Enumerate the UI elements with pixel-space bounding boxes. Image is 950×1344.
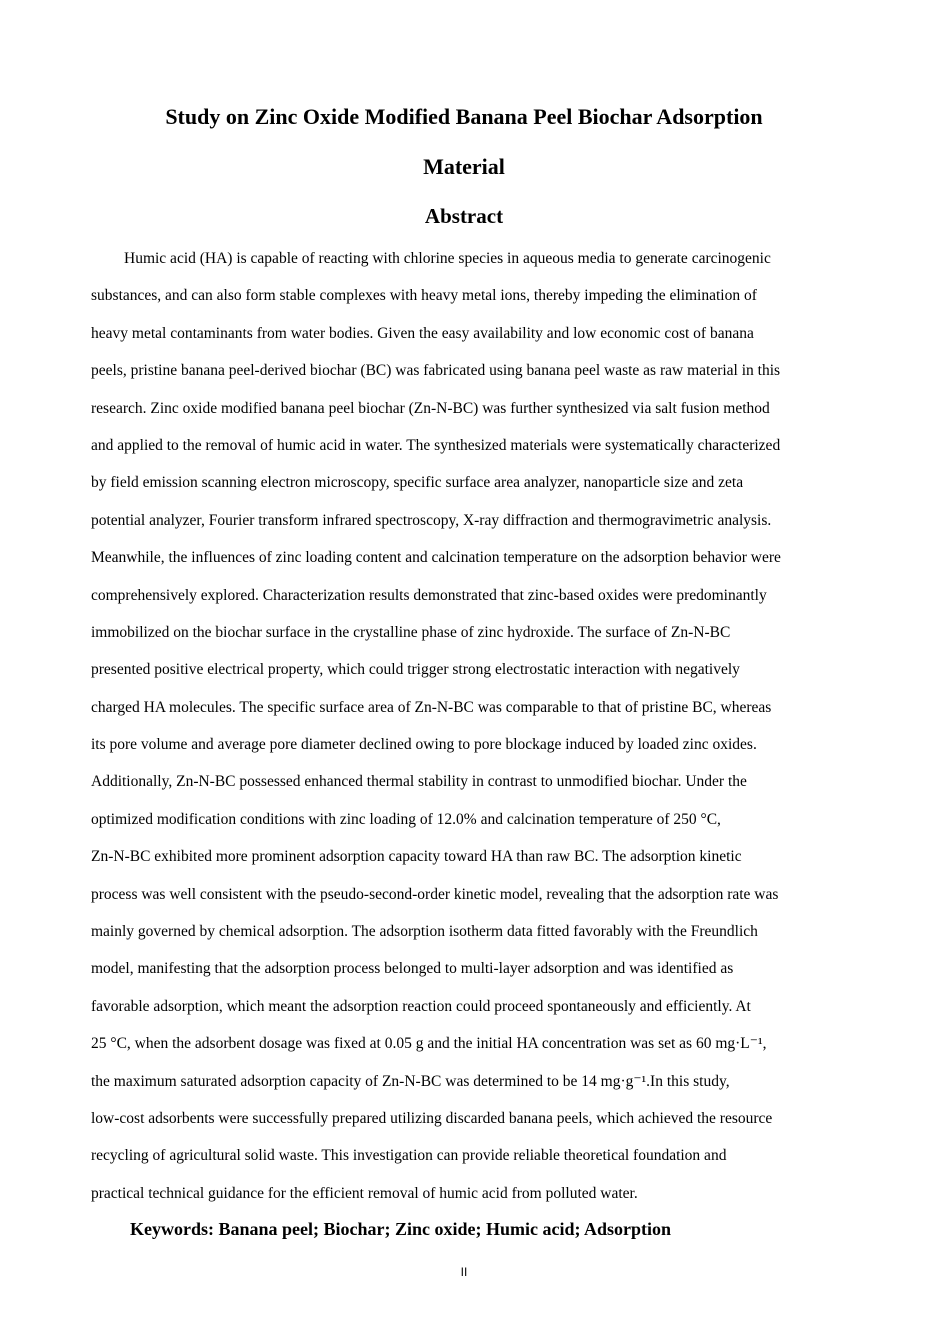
- abstract-line: immobilized on the biochar surface in the crystalline phase of zinc hydroxide. The surface of Zn-N-BC: [91, 623, 731, 641]
- abstract-line: and applied to the removal of humic acid in water. The synthesized materials were systematically characterized: [91, 436, 781, 454]
- abstract-line: comprehensively explored. Characterization results demonstrated that zinc-based oxides were predominantly: [91, 586, 767, 604]
- abstract-line: research. Zinc oxide modified banana peel biochar (Zn-N-BC) was further synthesized via salt fusion method: [91, 399, 770, 417]
- keywords-line: Keywords: Banana peel; Biochar; Zinc oxide; Humic acid; Adsorption: [130, 1219, 672, 1239]
- abstract-line: the maximum saturated adsorption capacity of Zn-N-BC was determined to be 14 mg·g⁻¹.In this study,: [91, 1072, 730, 1090]
- abstract-line: potential analyzer, Fourier transform infrared spectroscopy, X-ray diffraction and thermogravimetric analysis.: [91, 511, 772, 529]
- abstract-line: presented positive electrical property, which could trigger strong electrostatic interaction with negatively: [91, 661, 740, 679]
- abstract-line: Humic acid (HA) is capable of reacting with chlorine species in aqueous media to generate carcinogenic: [124, 250, 771, 267]
- abstract-line: its pore volume and average pore diameter declined owing to pore blockage induced by loaded zinc oxides.: [91, 736, 757, 754]
- abstract-line: low-cost adsorbents were successfully prepared utilizing discarded banana peels, which achieved the resource: [91, 1109, 773, 1127]
- abstract-line: charged HA molecules. The specific surface area of Zn-N-BC was comparable to that of pristine BC, whereas: [91, 698, 772, 716]
- abstract-line: 25 °C, when the adsorbent dosage was fixed at 0.05 g and the initial HA concentration was set as 60 mg·L⁻¹,: [91, 1035, 767, 1053]
- page-number: II: [460, 1265, 468, 1279]
- abstract-body: [91, 240, 840, 1212]
- page-title-line-2: Material: [423, 154, 505, 179]
- abstract-line: optimized modification conditions with zinc loading of 12.0% and calcination temperature of 250 °C,: [91, 810, 721, 828]
- abstract-line: favorable adsorption, which meant the adsorption reaction could proceed spontaneously and efficiently. At: [91, 997, 751, 1015]
- abstract-line: heavy metal contaminants from water bodies. Given the easy availability and low economic cost of banana: [91, 324, 754, 342]
- abstract-line: Zn-N-BC exhibited more prominent adsorption capacity toward HA than raw BC. The adsorption kinetic: [91, 848, 742, 866]
- abstract-line: mainly governed by chemical adsorption. The adsorption isotherm data fitted favorably with the Freundlich: [91, 923, 758, 941]
- abstract-line: model, manifesting that the adsorption process belonged to multi-layer adsorption and was identified as: [91, 960, 734, 978]
- abstract-line: recycling of agricultural solid waste. This investigation can provide reliable theoretical foundation and: [91, 1147, 727, 1165]
- abstract-line: Meanwhile, the influences of zinc loading content and calcination temperature on the adsorption behavior were: [91, 549, 781, 567]
- abstract-line: practical technical guidance for the efficient removal of humic acid from polluted water.: [91, 1184, 638, 1202]
- abstract-heading: Abstract: [424, 204, 504, 228]
- abstract-line: peels, pristine banana peel-derived biochar (BC) was fabricated using banana peel waste as raw material in this: [91, 362, 781, 380]
- abstract-line: Additionally, Zn-N-BC possessed enhanced thermal stability in contrast to unmodified biochar. Under the: [91, 773, 747, 791]
- abstract-line: substances, and can also form stable complexes with heavy metal ions, thereby impeding the elimination of: [91, 287, 757, 305]
- abstract-line: process was well consistent with the pseudo-second-order kinetic model, revealing that the adsorption rate was: [91, 885, 779, 903]
- abstract-line: by field emission scanning electron microscopy, specific surface area analyzer, nanoparticle size and zeta: [91, 474, 744, 492]
- page-title-line-1: Study on Zinc Oxide Modified Banana Peel Biochar Adsorption: [165, 104, 763, 129]
